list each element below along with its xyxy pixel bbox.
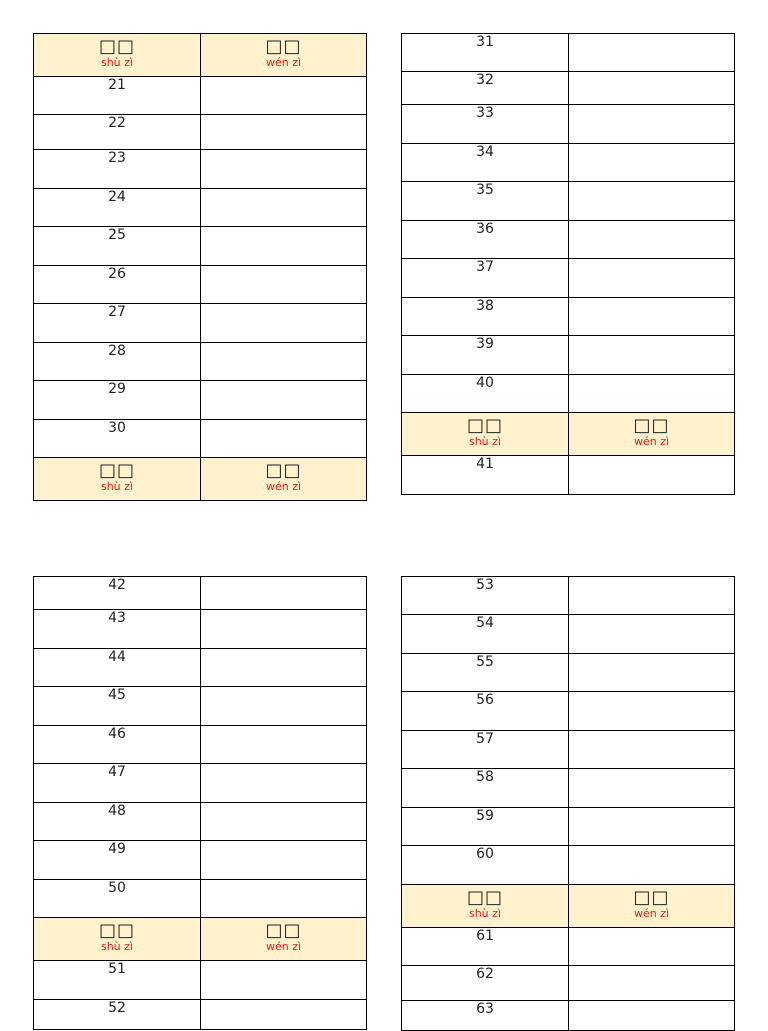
table-row	[402, 221, 734, 259]
row-number: 55	[476, 654, 494, 670]
number-cell	[402, 144, 568, 181]
number-cell	[402, 846, 568, 884]
row-number: 48	[108, 803, 126, 819]
table-header-row	[34, 458, 366, 501]
row-number: 60	[476, 846, 494, 862]
table-row	[402, 105, 734, 144]
answer-cell[interactable]	[568, 456, 734, 494]
row-number: 42	[108, 577, 126, 593]
number-cell	[34, 726, 200, 763]
header-cell-col2	[568, 885, 734, 927]
number-cell	[34, 189, 200, 226]
row-number: 43	[108, 610, 126, 626]
table-row	[402, 846, 734, 885]
table-row	[34, 343, 366, 381]
table-row	[34, 687, 366, 726]
number-cell	[402, 298, 568, 335]
answer-cell[interactable]	[200, 1000, 366, 1029]
number-table-1	[33, 33, 367, 501]
table-row	[402, 259, 734, 298]
number-cell	[34, 961, 200, 999]
row-number: 47	[108, 764, 126, 780]
row-number: 36	[476, 221, 494, 237]
number-cell	[402, 105, 568, 143]
answer-cell[interactable]	[200, 726, 366, 763]
header-cell-col1	[402, 413, 568, 455]
number-cell	[402, 769, 568, 807]
answer-cell[interactable]	[200, 610, 366, 648]
header-hanzi: □□	[265, 36, 302, 57]
answer-cell[interactable]	[568, 375, 734, 412]
header-pinyin: shù zì	[468, 435, 501, 448]
answer-cell[interactable]	[568, 144, 734, 181]
answer-cell[interactable]	[200, 227, 366, 265]
row-number: 59	[476, 808, 494, 824]
table-row	[402, 731, 734, 769]
table-row	[34, 803, 366, 841]
answer-cell[interactable]	[568, 846, 734, 884]
answer-cell[interactable]	[200, 961, 366, 999]
answer-cell[interactable]	[568, 928, 734, 965]
table-row	[34, 649, 366, 687]
table-row	[34, 726, 366, 764]
table-row	[34, 304, 366, 343]
header-pinyin: wén zì	[265, 56, 302, 69]
answer-cell[interactable]	[568, 298, 734, 335]
number-cell	[402, 1001, 568, 1030]
number-cell	[34, 343, 200, 380]
answer-cell[interactable]	[200, 687, 366, 725]
answer-cell[interactable]	[200, 841, 366, 879]
header-hanzi: □□	[265, 460, 302, 481]
row-number: 23	[108, 150, 126, 166]
number-cell	[402, 336, 568, 374]
number-cell	[34, 610, 200, 648]
answer-cell[interactable]	[568, 769, 734, 807]
row-number: 30	[108, 420, 126, 436]
number-cell	[402, 731, 568, 768]
answer-cell[interactable]	[568, 615, 734, 653]
answer-cell[interactable]	[200, 150, 366, 188]
number-cell	[402, 34, 568, 71]
number-cell	[34, 880, 200, 917]
row-number: 63	[476, 1001, 494, 1017]
row-number: 41	[476, 456, 494, 472]
row-number: 57	[476, 731, 494, 747]
row-number: 53	[476, 577, 494, 593]
number-cell	[402, 692, 568, 730]
header-pinyin: wén zì	[265, 940, 302, 953]
answer-cell[interactable]	[200, 77, 366, 114]
header-hanzi: □□	[265, 920, 302, 941]
number-cell	[34, 266, 200, 303]
answer-cell[interactable]	[200, 343, 366, 380]
row-number: 58	[476, 769, 494, 785]
number-cell	[34, 577, 200, 609]
table-row	[34, 77, 366, 115]
number-cell	[402, 966, 568, 1000]
table-row	[402, 654, 734, 692]
number-cell	[34, 115, 200, 149]
number-table-2	[401, 33, 735, 495]
number-cell	[34, 77, 200, 114]
table-row	[402, 577, 734, 615]
number-cell	[34, 420, 200, 457]
header-hanzi: □□	[633, 415, 670, 436]
table-header-row	[34, 34, 366, 77]
answer-cell[interactable]	[568, 577, 734, 614]
answer-cell[interactable]	[568, 692, 734, 730]
number-table-4	[401, 576, 735, 1031]
table-row	[402, 456, 734, 495]
table-row	[402, 1001, 734, 1031]
table-row	[402, 808, 734, 846]
row-number: 40	[476, 375, 494, 391]
row-number: 61	[476, 928, 494, 944]
number-cell	[34, 764, 200, 802]
row-number: 22	[108, 115, 126, 131]
row-number: 52	[108, 1000, 126, 1016]
table-row	[34, 880, 366, 918]
answer-cell[interactable]	[568, 72, 734, 104]
table-row	[34, 577, 366, 610]
number-cell	[34, 841, 200, 879]
table-row	[402, 72, 734, 105]
answer-cell[interactable]	[200, 649, 366, 686]
answer-cell[interactable]	[200, 420, 366, 457]
number-cell	[34, 381, 200, 419]
number-cell	[402, 375, 568, 412]
row-number: 28	[108, 343, 126, 359]
table-row	[402, 182, 734, 221]
answer-cell[interactable]	[568, 221, 734, 258]
table-row	[402, 375, 734, 413]
table-row	[402, 615, 734, 654]
table-row	[402, 34, 734, 72]
header-cell-col2	[200, 918, 366, 960]
table-row	[34, 381, 366, 420]
header-cell-col2	[200, 34, 366, 76]
header-pinyin: wén zì	[633, 907, 670, 920]
header-pinyin: wén zì	[265, 480, 302, 493]
number-cell	[402, 808, 568, 845]
table-header-row	[34, 918, 366, 961]
table-row	[34, 1000, 366, 1030]
number-cell	[402, 928, 568, 965]
table-row	[34, 841, 366, 880]
header-cell-col1	[402, 885, 568, 927]
header-pinyin: shù zì	[100, 940, 133, 953]
number-cell	[34, 150, 200, 188]
row-number: 46	[108, 726, 126, 742]
header-hanzi: □□	[98, 460, 135, 481]
row-number: 24	[108, 189, 126, 205]
row-number: 25	[108, 227, 126, 243]
header-hanzi: □□	[98, 36, 135, 57]
header-hanzi: □□	[466, 887, 503, 908]
row-number: 50	[108, 880, 126, 896]
header-hanzi: □□	[633, 887, 670, 908]
answer-cell[interactable]	[568, 1001, 734, 1030]
header-pinyin: shù zì	[100, 56, 133, 69]
header-cell-col2	[200, 458, 366, 500]
number-cell	[34, 304, 200, 342]
number-cell	[34, 1000, 200, 1029]
row-number: 45	[108, 687, 126, 703]
number-table-3	[33, 576, 367, 1030]
table-row	[402, 336, 734, 375]
row-number: 54	[476, 615, 494, 631]
number-cell	[402, 577, 568, 614]
number-cell	[34, 687, 200, 725]
table-row	[402, 928, 734, 966]
row-number: 33	[476, 105, 494, 121]
answer-cell[interactable]	[200, 764, 366, 802]
number-cell	[34, 227, 200, 265]
row-number: 56	[476, 692, 494, 708]
header-cell-col2	[568, 413, 734, 455]
answer-cell[interactable]	[568, 182, 734, 220]
table-row	[34, 115, 366, 150]
row-number: 38	[476, 298, 494, 314]
answer-cell[interactable]	[568, 808, 734, 845]
header-cell-col1	[34, 34, 200, 76]
row-number: 35	[476, 182, 494, 198]
table-row	[402, 769, 734, 808]
answer-cell[interactable]	[200, 304, 366, 342]
answer-cell[interactable]	[200, 880, 366, 917]
number-cell	[402, 456, 568, 494]
number-cell	[402, 182, 568, 220]
answer-cell[interactable]	[568, 336, 734, 374]
table-header-row	[402, 885, 734, 928]
row-number: 21	[108, 77, 126, 93]
row-number: 29	[108, 381, 126, 397]
table-row	[34, 150, 366, 189]
row-number: 39	[476, 336, 494, 352]
answer-cell[interactable]	[568, 259, 734, 297]
table-row	[402, 966, 734, 1001]
table-header-row	[402, 413, 734, 456]
answer-cell[interactable]	[568, 731, 734, 768]
number-cell	[34, 803, 200, 840]
row-number: 32	[476, 72, 494, 88]
answer-cell[interactable]	[568, 34, 734, 71]
row-number: 62	[476, 966, 494, 982]
header-cell-col1	[34, 918, 200, 960]
row-number: 31	[476, 34, 494, 50]
number-cell	[402, 72, 568, 104]
answer-cell[interactable]	[568, 105, 734, 143]
table-row	[402, 144, 734, 182]
table-row	[34, 189, 366, 227]
header-hanzi: □□	[98, 920, 135, 941]
number-cell	[402, 259, 568, 297]
table-row	[34, 420, 366, 458]
header-pinyin: shù zì	[100, 480, 133, 493]
answer-cell[interactable]	[568, 966, 734, 1000]
answer-cell[interactable]	[568, 654, 734, 691]
answer-cell[interactable]	[200, 803, 366, 840]
row-number: 51	[108, 961, 126, 977]
row-number: 49	[108, 841, 126, 857]
number-cell	[402, 221, 568, 258]
table-row	[34, 266, 366, 304]
row-number: 27	[108, 304, 126, 320]
table-row	[34, 961, 366, 1000]
table-row	[402, 692, 734, 731]
row-number: 37	[476, 259, 494, 275]
table-row	[34, 764, 366, 803]
header-hanzi: □□	[466, 415, 503, 436]
answer-cell[interactable]	[200, 266, 366, 303]
header-pinyin: shù zì	[468, 907, 501, 920]
row-number: 44	[108, 649, 126, 665]
row-number: 26	[108, 266, 126, 282]
answer-cell[interactable]	[200, 381, 366, 419]
table-row	[402, 298, 734, 336]
number-cell	[34, 649, 200, 686]
table-row	[34, 610, 366, 649]
table-row	[34, 227, 366, 266]
answer-cell[interactable]	[200, 115, 366, 149]
number-cell	[402, 654, 568, 691]
row-number: 34	[476, 144, 494, 160]
answer-cell[interactable]	[200, 189, 366, 226]
header-cell-col1	[34, 458, 200, 500]
header-pinyin: wén zì	[633, 435, 670, 448]
answer-cell[interactable]	[200, 577, 366, 609]
number-cell	[402, 615, 568, 653]
